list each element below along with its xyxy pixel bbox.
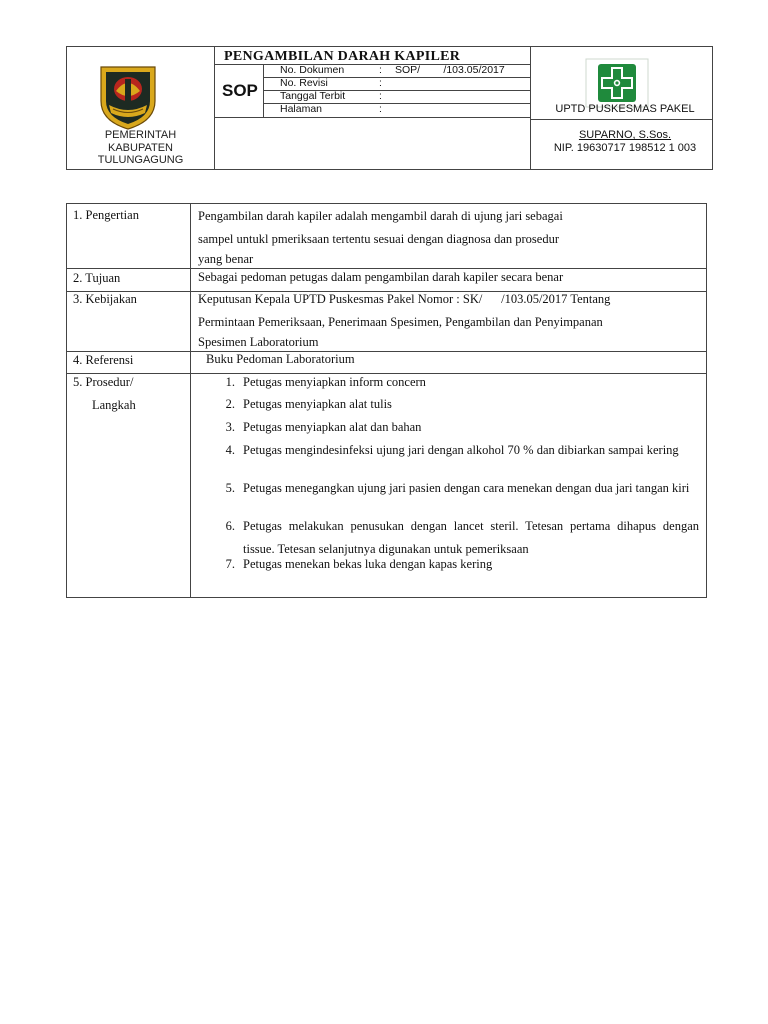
step-number: 6. [225,519,235,533]
meta-row-dokumen [274,64,530,77]
kebijakan-text [198,288,610,351]
step-number: 5. [225,481,235,495]
step-text: Petugas menegangkan ujung jari pasien dengan cara menekan dengan dua jari tangan kiri [243,481,690,495]
meta-colon: : [379,90,382,102]
tulungagung-crest-logo [95,61,161,131]
puskesmas-name: UPTD PUSKESMAS PAKEL [555,103,695,115]
meta-row-revisi [274,77,530,90]
meta-colon: : [379,64,382,76]
government-line-3: TULUNGAGUNG [97,154,184,166]
referensi-text: Buku Pedoman Laboratorium [206,352,355,366]
sop-header-box [66,46,713,170]
label-pengertian: 1. Pengertian [73,208,139,222]
tujuan-text: Sebagai pedoman petugas dalam pengambilan darah kapiler secara benar [198,270,564,284]
signatory-name: SUPARNO, S.Sos. [578,129,672,141]
meta-value: SOP/ /103.05/2017 [395,64,505,76]
procedure-step [217,371,699,394]
pengertian-line: yang benar [198,252,254,266]
label-prosedur [73,371,136,417]
label-kebijakan: 3. Kebijakan [73,292,137,306]
meta-key: No. Revisi [280,77,328,89]
meta-colon: : [379,77,382,89]
step-text: Petugas menyiapkan alat dan bahan [243,420,422,434]
government-name [67,129,214,167]
step-number: 7. [225,557,235,571]
meta-row-halaman [274,103,530,116]
government-line-2: KABUPATEN [108,141,173,154]
meta-key: No. Dokumen [280,64,345,76]
meta-row-tanggal [274,90,530,103]
pengertian-text [198,205,563,268]
prosedur-label-line-1: 5. Prosedur/ [73,375,134,389]
procedure-step [217,553,699,576]
sop-label: SOP [222,81,258,100]
step-number: 3. [225,420,235,434]
document-title: PENGAMBILAN DARAH KAPILER [224,49,461,64]
pengertian-line: sampel untukl pmeriksaan tertentu sesuai dengan diagnosa dan prosedur [198,231,560,246]
meta-colon: : [379,103,382,115]
label-tujuan: 2. Tujuan [73,271,121,285]
pengertian-line: Pengambilan darah kapiler adalah mengambil darah di ujung jari sebagai [198,209,563,223]
kebijakan-line: Spesimen Laboratorium [198,335,319,349]
step-text: Petugas menekan bekas luka dengan kapas kering [243,557,493,571]
step-text: Petugas melakukan penusukan dengan lancet steril. Tetesan pertama dihapus dengan tissue. Tetesan selanjutnya digunakan untuk pemeriksaan [243,519,699,556]
government-line-1: PEMERINTAH [104,129,177,141]
step-text: Petugas mengindesinfeksi ujung jari dengan alkohol 70 % dan dibiarkan sampai kering [243,443,679,457]
procedure-step [217,393,699,416]
procedure-step [217,477,699,500]
puskesmas-logo [584,58,650,108]
kebijakan-line: Permintaan Pemeriksaan, Penerimaan Spesimen, Pengambilan dan Penyimpanan [198,314,603,329]
meta-key: Halaman [280,103,323,115]
kebijakan-line: Keputusan Kepala UPTD Puskesmas Pakel Nomor : SK/ /103.05/2017 Tentang [198,292,611,306]
step-text: Petugas menyiapkan inform concern [243,375,426,389]
step-text: Petugas menyiapkan alat tulis [243,397,392,411]
signatory-nip: NIP. 19630717 198512 1 003 [553,142,697,154]
prosedur-label-line-2: Langkah [92,398,136,412]
label-referensi: 4. Referensi [73,353,134,367]
step-number: 4. [225,443,235,457]
step-number: 2. [225,397,235,411]
procedure-step [217,439,699,462]
meta-key: Tanggal Terbit [280,90,346,102]
procedure-step [217,416,699,439]
sop-content-table [66,203,707,598]
step-number: 1. [225,375,235,389]
